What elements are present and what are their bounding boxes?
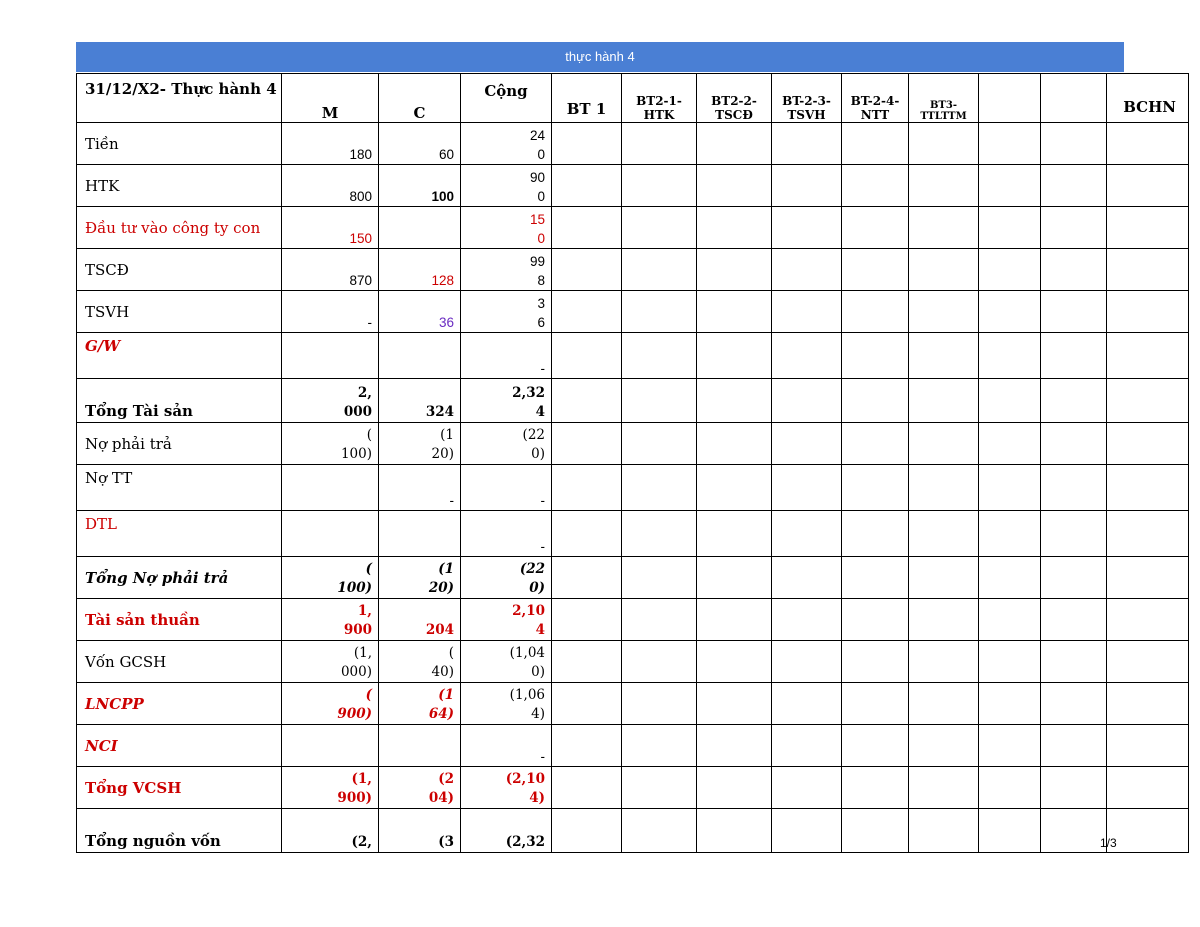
header-empty-2[interactable] xyxy=(1041,74,1107,123)
empty-cell[interactable] xyxy=(622,123,697,165)
empty-cell[interactable] xyxy=(1041,767,1107,809)
empty-cell[interactable] xyxy=(909,683,979,725)
empty-cell[interactable] xyxy=(842,641,909,683)
empty-cell[interactable] xyxy=(552,767,622,809)
empty-cell[interactable] xyxy=(842,557,909,599)
empty-cell[interactable] xyxy=(909,641,979,683)
cell-m[interactable]: - xyxy=(282,291,379,333)
empty-cell[interactable] xyxy=(552,683,622,725)
empty-cell[interactable] xyxy=(697,165,772,207)
cell-m[interactable]: 800 xyxy=(282,165,379,207)
empty-cell[interactable] xyxy=(622,333,697,379)
empty-cell[interactable] xyxy=(979,333,1041,379)
sheet-title-bar: thực hành 4 xyxy=(76,42,1124,72)
empty-cell[interactable] xyxy=(772,599,842,641)
empty-cell[interactable] xyxy=(552,511,622,557)
cell-m[interactable]: ( 900) xyxy=(282,683,379,725)
row-label[interactable]: Vốn GCSH xyxy=(77,641,282,683)
empty-cell[interactable] xyxy=(979,767,1041,809)
row-label[interactable]: Tổng Tài sản xyxy=(77,379,282,423)
cell-cong[interactable]: (2,32 xyxy=(461,809,552,853)
header-bt2-1[interactable]: BT2-1-HTK xyxy=(622,74,697,123)
table-row xyxy=(77,641,1189,683)
empty-cell[interactable] xyxy=(1107,683,1189,725)
cell-c[interactable] xyxy=(379,725,461,767)
empty-cell[interactable] xyxy=(552,423,622,465)
cell-cong[interactable]: - xyxy=(461,511,552,557)
empty-cell[interactable] xyxy=(697,423,772,465)
empty-cell[interactable] xyxy=(909,423,979,465)
cell-m[interactable]: (2, xyxy=(282,809,379,853)
empty-cell[interactable] xyxy=(1041,465,1107,511)
empty-cell[interactable] xyxy=(1041,641,1107,683)
row-label[interactable]: TSCĐ xyxy=(77,249,282,291)
empty-cell[interactable] xyxy=(697,249,772,291)
cell-cong[interactable]: (22 0) xyxy=(461,557,552,599)
empty-cell[interactable] xyxy=(552,557,622,599)
empty-cell[interactable] xyxy=(842,207,909,249)
empty-cell[interactable] xyxy=(1107,599,1189,641)
cell-c[interactable] xyxy=(379,511,461,557)
row-label[interactable]: Tổng Nợ phải trả xyxy=(77,557,282,599)
empty-cell[interactable] xyxy=(909,379,979,423)
cell-m[interactable]: (1, 900) xyxy=(282,767,379,809)
empty-cell[interactable] xyxy=(772,641,842,683)
empty-cell[interactable] xyxy=(1041,249,1107,291)
empty-cell[interactable] xyxy=(979,249,1041,291)
empty-cell[interactable] xyxy=(697,641,772,683)
empty-cell[interactable] xyxy=(622,725,697,767)
cell-c[interactable]: 100 xyxy=(379,165,461,207)
header-bt2-4[interactable]: BT-2-4-NTT xyxy=(842,74,909,123)
table-row xyxy=(77,379,1189,423)
empty-cell[interactable] xyxy=(622,423,697,465)
empty-cell[interactable] xyxy=(1041,291,1107,333)
cell-c[interactable]: (1 20) xyxy=(379,423,461,465)
empty-cell[interactable] xyxy=(909,165,979,207)
header-row xyxy=(77,74,1189,123)
page-indicator: 1/3 xyxy=(1100,836,1117,850)
header-bt2-3[interactable]: BT-2-3-TSVH xyxy=(772,74,842,123)
table-row xyxy=(77,291,1189,333)
empty-cell[interactable] xyxy=(772,725,842,767)
empty-cell[interactable] xyxy=(552,291,622,333)
cell-cong[interactable]: (1,06 4) xyxy=(461,683,552,725)
empty-cell[interactable] xyxy=(1107,767,1189,809)
header-bt2-2[interactable]: BT2-2-TSCĐ xyxy=(697,74,772,123)
empty-cell[interactable] xyxy=(1041,557,1107,599)
empty-cell[interactable] xyxy=(979,511,1041,557)
empty-cell[interactable] xyxy=(772,511,842,557)
empty-cell[interactable] xyxy=(697,599,772,641)
empty-cell[interactable] xyxy=(842,465,909,511)
empty-cell[interactable] xyxy=(979,557,1041,599)
empty-cell[interactable] xyxy=(842,249,909,291)
cell-cong[interactable]: 15 0 xyxy=(461,207,552,249)
row-label[interactable]: Đầu tư vào công ty con xyxy=(77,207,282,249)
empty-cell[interactable] xyxy=(772,683,842,725)
empty-cell[interactable] xyxy=(552,207,622,249)
empty-cell[interactable] xyxy=(909,725,979,767)
empty-cell[interactable] xyxy=(1041,379,1107,423)
header-empty-1[interactable] xyxy=(979,74,1041,123)
empty-cell[interactable] xyxy=(772,249,842,291)
empty-cell[interactable] xyxy=(909,123,979,165)
empty-cell[interactable] xyxy=(622,465,697,511)
cell-cong[interactable]: (1,04 0) xyxy=(461,641,552,683)
empty-cell[interactable] xyxy=(1107,809,1189,853)
empty-cell[interactable] xyxy=(979,123,1041,165)
header-cong[interactable]: Cộng xyxy=(461,74,552,123)
empty-cell[interactable] xyxy=(979,683,1041,725)
empty-cell[interactable] xyxy=(1041,423,1107,465)
empty-cell[interactable] xyxy=(909,465,979,511)
cell-c[interactable]: 324 xyxy=(379,379,461,423)
empty-cell[interactable] xyxy=(1107,511,1189,557)
row-label[interactable]: G/W xyxy=(77,333,282,379)
empty-cell[interactable] xyxy=(697,809,772,853)
empty-cell[interactable] xyxy=(979,465,1041,511)
row-label[interactable]: Tiền xyxy=(77,123,282,165)
empty-cell[interactable] xyxy=(1107,465,1189,511)
empty-cell[interactable] xyxy=(622,207,697,249)
empty-cell[interactable] xyxy=(552,599,622,641)
empty-cell[interactable] xyxy=(622,249,697,291)
empty-cell[interactable] xyxy=(909,511,979,557)
empty-cell[interactable] xyxy=(979,423,1041,465)
empty-cell[interactable] xyxy=(552,809,622,853)
header-m[interactable]: M xyxy=(282,74,379,123)
empty-cell[interactable] xyxy=(1041,599,1107,641)
empty-cell[interactable] xyxy=(622,641,697,683)
empty-cell[interactable] xyxy=(979,599,1041,641)
empty-cell[interactable] xyxy=(697,123,772,165)
table-row xyxy=(77,683,1189,725)
cell-cong[interactable]: (2,10 4) xyxy=(461,767,552,809)
empty-cell[interactable] xyxy=(772,333,842,379)
cell-c[interactable] xyxy=(379,207,461,249)
cell-cong[interactable]: 90 0 xyxy=(461,165,552,207)
cell-c[interactable]: (3 xyxy=(379,809,461,853)
empty-cell[interactable] xyxy=(772,557,842,599)
empty-cell[interactable] xyxy=(979,291,1041,333)
table-row xyxy=(77,123,1189,165)
empty-cell[interactable] xyxy=(842,511,909,557)
empty-cell[interactable] xyxy=(1041,511,1107,557)
empty-cell[interactable] xyxy=(842,767,909,809)
empty-cell[interactable] xyxy=(622,511,697,557)
row-label[interactable]: DTL xyxy=(77,511,282,557)
cell-m[interactable]: ( 100) xyxy=(282,557,379,599)
empty-cell[interactable] xyxy=(1041,809,1107,853)
header-date-label[interactable]: 31/12/X2- Thực hành 4 xyxy=(77,74,282,123)
table-row xyxy=(77,599,1189,641)
empty-cell[interactable] xyxy=(622,767,697,809)
table-row xyxy=(77,557,1189,599)
cell-cong[interactable]: 3 6 xyxy=(461,291,552,333)
empty-cell[interactable] xyxy=(1107,379,1189,423)
empty-cell[interactable] xyxy=(1107,725,1189,767)
cell-c[interactable]: - xyxy=(379,465,461,511)
empty-cell[interactable] xyxy=(1041,165,1107,207)
cell-m[interactable]: 2, 000 xyxy=(282,379,379,423)
empty-cell[interactable] xyxy=(842,379,909,423)
empty-cell[interactable] xyxy=(622,599,697,641)
empty-cell[interactable] xyxy=(697,557,772,599)
empty-cell[interactable] xyxy=(842,123,909,165)
cell-c[interactable]: 60 xyxy=(379,123,461,165)
empty-cell[interactable] xyxy=(552,249,622,291)
empty-cell[interactable] xyxy=(1041,683,1107,725)
empty-cell[interactable] xyxy=(697,767,772,809)
empty-cell[interactable] xyxy=(979,207,1041,249)
row-label[interactable]: NCI xyxy=(77,725,282,767)
table-row xyxy=(77,767,1189,809)
table-row xyxy=(77,423,1189,465)
table-row xyxy=(77,333,1189,379)
empty-cell[interactable] xyxy=(697,291,772,333)
empty-cell[interactable] xyxy=(772,767,842,809)
cell-c[interactable]: (1 20) xyxy=(379,557,461,599)
empty-cell[interactable] xyxy=(909,333,979,379)
empty-cell[interactable] xyxy=(1107,123,1189,165)
empty-cell[interactable] xyxy=(842,291,909,333)
row-label[interactable]: TSVH xyxy=(77,291,282,333)
empty-cell[interactable] xyxy=(842,683,909,725)
empty-cell[interactable] xyxy=(1107,165,1189,207)
empty-cell[interactable] xyxy=(1107,557,1189,599)
cell-cong[interactable]: (22 0) xyxy=(461,423,552,465)
empty-cell[interactable] xyxy=(909,291,979,333)
row-label[interactable]: Nợ phải trả xyxy=(77,423,282,465)
cell-m[interactable] xyxy=(282,725,379,767)
empty-cell[interactable] xyxy=(979,165,1041,207)
empty-cell[interactable] xyxy=(772,291,842,333)
empty-cell[interactable] xyxy=(979,641,1041,683)
empty-cell[interactable] xyxy=(1107,333,1189,379)
empty-cell[interactable] xyxy=(842,725,909,767)
cell-c[interactable] xyxy=(379,333,461,379)
table-row xyxy=(77,725,1189,767)
empty-cell[interactable] xyxy=(1107,249,1189,291)
row-label[interactable]: Tài sản thuần xyxy=(77,599,282,641)
cell-c[interactable]: 128 xyxy=(379,249,461,291)
empty-cell[interactable] xyxy=(622,683,697,725)
empty-cell[interactable] xyxy=(697,207,772,249)
header-bchn[interactable]: BCHN xyxy=(1107,74,1189,123)
cell-cong[interactable]: 24 0 xyxy=(461,123,552,165)
cell-cong[interactable]: - xyxy=(461,725,552,767)
empty-cell[interactable] xyxy=(1041,333,1107,379)
empty-cell[interactable] xyxy=(1041,725,1107,767)
cell-m[interactable]: 870 xyxy=(282,249,379,291)
empty-cell[interactable] xyxy=(697,465,772,511)
header-c[interactable]: C xyxy=(379,74,461,123)
empty-cell[interactable] xyxy=(979,809,1041,853)
empty-cell[interactable] xyxy=(1041,123,1107,165)
cell-cong[interactable]: - xyxy=(461,465,552,511)
empty-cell[interactable] xyxy=(552,379,622,423)
empty-cell[interactable] xyxy=(622,165,697,207)
empty-cell[interactable] xyxy=(697,333,772,379)
empty-cell[interactable] xyxy=(552,641,622,683)
cell-m[interactable]: 150 xyxy=(282,207,379,249)
empty-cell[interactable] xyxy=(772,379,842,423)
empty-cell[interactable] xyxy=(909,809,979,853)
cell-cong[interactable]: 99 8 xyxy=(461,249,552,291)
empty-cell[interactable] xyxy=(979,379,1041,423)
empty-cell[interactable] xyxy=(772,123,842,165)
cell-cong[interactable]: 2,10 4 xyxy=(461,599,552,641)
empty-cell[interactable] xyxy=(697,725,772,767)
cell-m[interactable]: 180 xyxy=(282,123,379,165)
empty-cell[interactable] xyxy=(772,465,842,511)
cell-cong[interactable]: - xyxy=(461,333,552,379)
empty-cell[interactable] xyxy=(772,809,842,853)
empty-cell[interactable] xyxy=(842,599,909,641)
empty-cell[interactable] xyxy=(552,725,622,767)
cell-m[interactable] xyxy=(282,465,379,511)
row-label[interactable]: HTK xyxy=(77,165,282,207)
cell-c[interactable]: 36 xyxy=(379,291,461,333)
empty-cell[interactable] xyxy=(842,809,909,853)
empty-cell[interactable] xyxy=(1107,423,1189,465)
empty-cell[interactable] xyxy=(772,165,842,207)
table-row xyxy=(77,249,1189,291)
empty-cell[interactable] xyxy=(909,767,979,809)
header-bt3[interactable]: BT3-TTLTTM xyxy=(909,74,979,123)
empty-cell[interactable] xyxy=(1107,207,1189,249)
table-row xyxy=(77,465,1189,511)
empty-cell[interactable] xyxy=(622,379,697,423)
row-label[interactable]: LNCPP xyxy=(77,683,282,725)
cell-m[interactable]: 1, 900 xyxy=(282,599,379,641)
table-row xyxy=(77,511,1189,557)
empty-cell[interactable] xyxy=(1107,291,1189,333)
empty-cell[interactable] xyxy=(697,683,772,725)
empty-cell[interactable] xyxy=(622,809,697,853)
empty-cell[interactable] xyxy=(1041,207,1107,249)
empty-cell[interactable] xyxy=(842,333,909,379)
table-row xyxy=(77,207,1189,249)
cell-m[interactable]: (1, 000) xyxy=(282,641,379,683)
cell-c[interactable]: (2 04) xyxy=(379,767,461,809)
cell-m[interactable] xyxy=(282,333,379,379)
empty-cell[interactable] xyxy=(697,511,772,557)
empty-cell[interactable] xyxy=(552,165,622,207)
empty-cell[interactable] xyxy=(909,207,979,249)
row-label[interactable]: Tổng nguồn vốn xyxy=(77,809,282,853)
empty-cell[interactable] xyxy=(1107,641,1189,683)
empty-cell[interactable] xyxy=(909,599,979,641)
row-label[interactable]: Nợ TT xyxy=(77,465,282,511)
empty-cell[interactable] xyxy=(697,379,772,423)
empty-cell[interactable] xyxy=(622,557,697,599)
cell-m[interactable] xyxy=(282,511,379,557)
cell-cong[interactable]: 2,32 4 xyxy=(461,379,552,423)
empty-cell[interactable] xyxy=(979,725,1041,767)
header-bt1[interactable]: BT 1 xyxy=(552,74,622,123)
cell-c[interactable]: (1 64) xyxy=(379,683,461,725)
empty-cell[interactable] xyxy=(909,249,979,291)
cell-c[interactable]: 204 xyxy=(379,599,461,641)
empty-cell[interactable] xyxy=(622,291,697,333)
balance-sheet-table xyxy=(76,73,1189,853)
empty-cell[interactable] xyxy=(842,165,909,207)
cell-c[interactable]: ( 40) xyxy=(379,641,461,683)
empty-cell[interactable] xyxy=(772,207,842,249)
cell-m[interactable]: ( 100) xyxy=(282,423,379,465)
empty-cell[interactable] xyxy=(552,123,622,165)
empty-cell[interactable] xyxy=(552,333,622,379)
row-label[interactable]: Tổng VCSH xyxy=(77,767,282,809)
empty-cell[interactable] xyxy=(552,465,622,511)
empty-cell[interactable] xyxy=(909,557,979,599)
table-row xyxy=(77,165,1189,207)
table-row xyxy=(77,809,1189,853)
empty-cell[interactable] xyxy=(842,423,909,465)
empty-cell[interactable] xyxy=(772,423,842,465)
